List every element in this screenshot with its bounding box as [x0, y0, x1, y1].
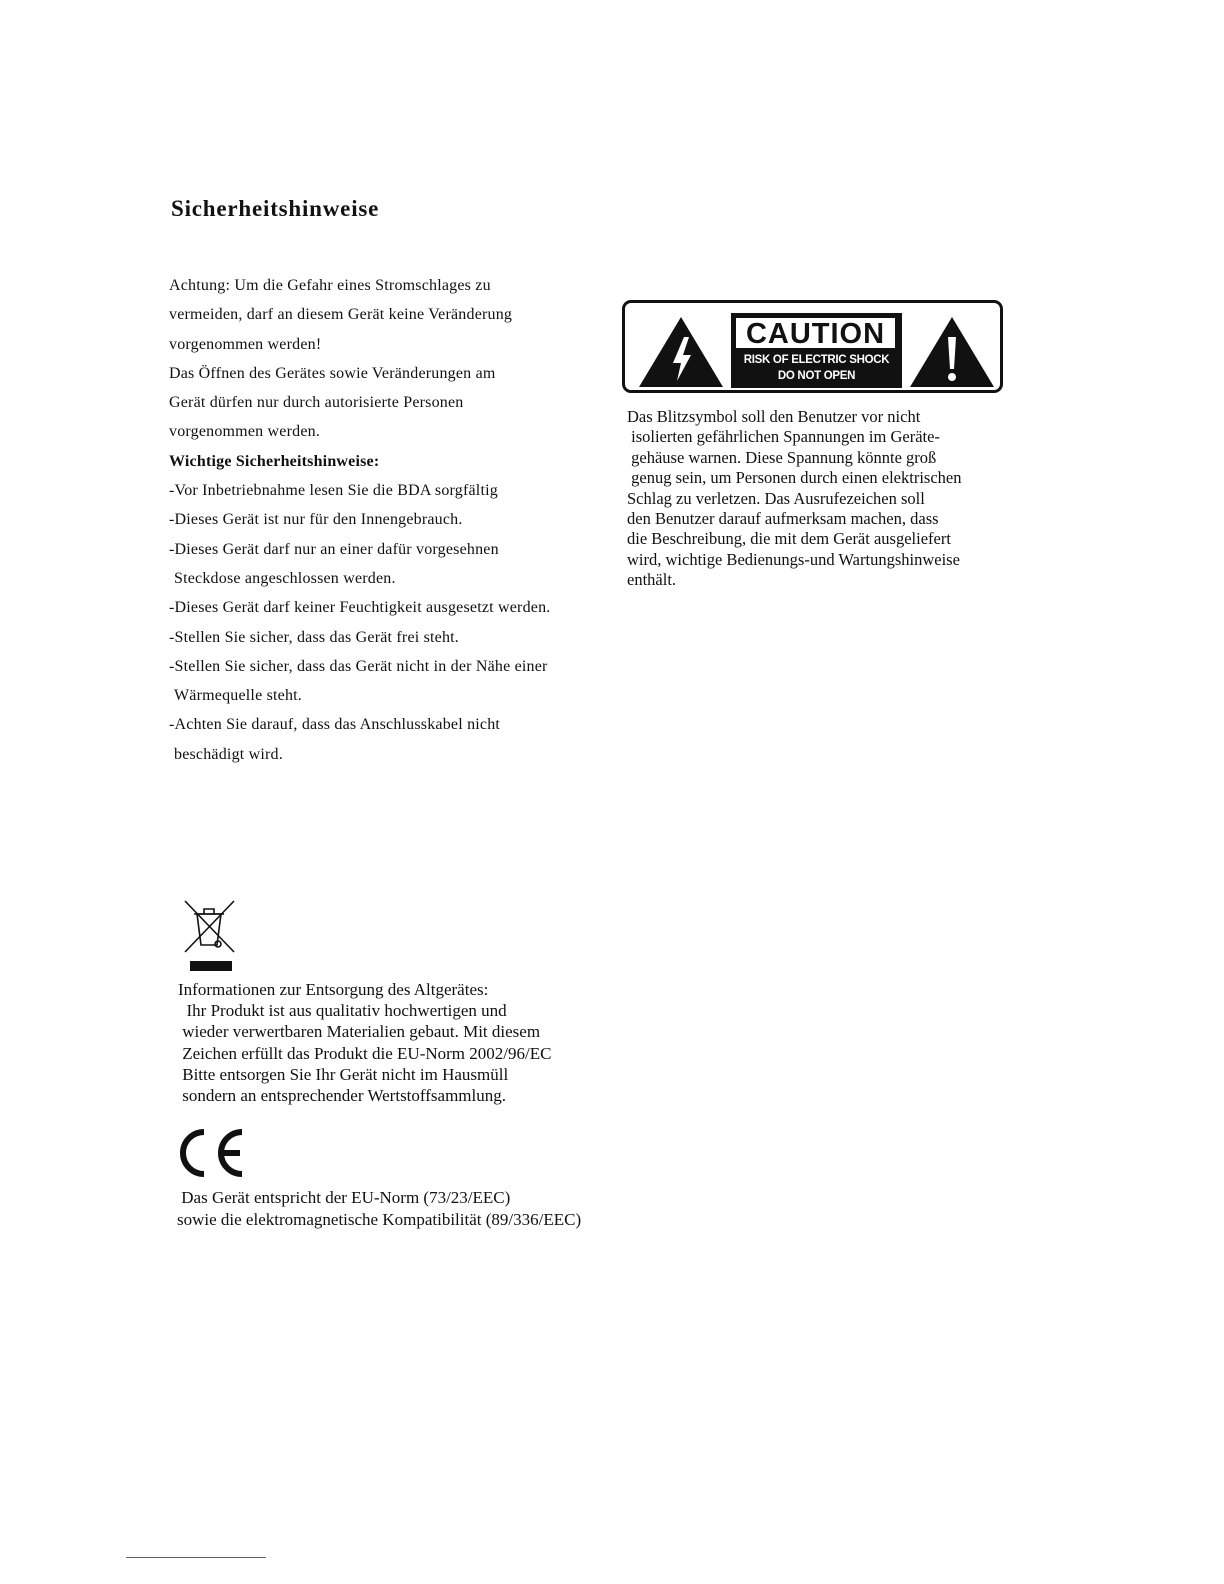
safety-instruction-line: -Stellen Sie sicher, dass das Gerät frei steht.	[169, 628, 460, 646]
safety-instruction-line: Gerät dürfen nur durch autorisierte Personen	[169, 394, 464, 412]
disposal-info-line: Ihr Produkt ist aus qualitativ hochwertigen und	[178, 1001, 507, 1021]
symbol-explanation-line: genug sein, um Personen durch einen elektrischen	[627, 468, 962, 488]
safety-instruction-line: -Stellen Sie sicher, dass das Gerät nicht in der Nähe einer	[169, 657, 548, 675]
lightning-warning-icon	[637, 315, 725, 389]
disposal-info	[178, 979, 551, 1106]
safety-instruction-line: Wärmequelle steht.	[174, 687, 302, 705]
exclamation-warning-icon	[908, 315, 996, 389]
disposal-info-line: sondern an entsprechender Wertstoffsammlung.	[178, 1085, 506, 1105]
conformity-info-line: sowie die elektromagnetische Kompatibilität (89/336/EEC)	[177, 1209, 582, 1229]
symbol-explanation-line: die Beschreibung, die mit dem Gerät ausgeliefert	[627, 529, 951, 549]
safety-instruction-line: -Achten Sie darauf, dass das Anschlusskabel nicht	[169, 716, 501, 734]
safety-instruction-line: vermeiden, darf an diesem Gerät keine Veränderung	[169, 306, 513, 324]
ce-mark-icon	[180, 1128, 246, 1178]
conformity-info	[177, 1187, 581, 1230]
caution-line-1: RISK OF ELECTRIC SHOCK	[743, 354, 890, 366]
crossed-out-bin-icon	[180, 897, 240, 973]
safety-instruction-line: vorgenommen werden.	[169, 423, 321, 441]
safety-instruction-line: -Vor Inbetriebnahme lesen Sie die BDA sorgfältig	[169, 482, 498, 500]
safety-instruction-line: -Dieses Gerät darf keiner Feuchtigkeit ausgesetzt werden.	[169, 599, 551, 617]
caution-line-2: DO NOT OPEN	[777, 370, 856, 382]
safety-instruction-line: -Dieses Gerät darf nur an einer dafür vorgesehnen	[169, 540, 499, 558]
safety-instruction-line: -Dieses Gerät ist nur für den Innengebrauch.	[169, 511, 463, 529]
symbol-explanation-line: Das Blitzsymbol soll den Benutzer vor nicht	[627, 407, 921, 426]
safety-instructions	[169, 271, 609, 769]
conformity-info-line: Das Gerät entspricht der EU-Norm (73/23/EEC)	[177, 1188, 511, 1207]
disposal-info-line: wieder verwertbaren Materialien gebaut. Mit diesem	[178, 1022, 541, 1042]
safety-instruction-line: Wichtige Sicherheitshinweise:	[169, 452, 380, 470]
symbol-explanation-line: den Benutzer darauf aufmerksam machen, dass	[627, 508, 939, 528]
safety-instruction-line: Achtung: Um die Gefahr eines Stromschlages zu	[169, 277, 491, 294]
symbol-explanation-line: wird, wichtige Bedienungs-und Wartungshinweise	[627, 549, 960, 569]
safety-instruction-line: vorgenommen werden!	[169, 335, 322, 353]
disposal-info-line: Zeichen erfüllt das Produkt die EU-Norm 2002/96/EC	[178, 1043, 552, 1063]
disposal-info-line: Informationen zur Entsorgung des Altgerätes:	[178, 980, 489, 999]
safety-instruction-line: beschädigt wird.	[174, 745, 283, 763]
caution-heading: CAUTION	[734, 316, 897, 350]
symbol-explanation-line: isolierten gefährlichen Spannungen im Geräte-	[627, 427, 940, 447]
caution-label	[622, 300, 1003, 393]
page-title: Sicherheitshinweise	[171, 196, 380, 221]
caution-box	[731, 313, 902, 388]
symbol-explanation	[627, 407, 1047, 591]
symbol-explanation-line: gehäuse warnen. Diese Spannung könnte groß	[627, 447, 937, 467]
disposal-info-line: Bitte entsorgen Sie Ihr Gerät nicht im Hausmüll	[178, 1064, 509, 1084]
safety-instruction-line: Steckdose angeschlossen werden.	[174, 569, 396, 587]
safety-instruction-line: Das Öffnen des Gerätes sowie Veränderungen am	[169, 364, 496, 382]
footer-rule	[126, 1557, 266, 1558]
symbol-explanation-line: enthält.	[627, 570, 677, 590]
symbol-explanation-line: Schlag zu verletzen. Das Ausrufezeichen soll	[627, 488, 925, 508]
